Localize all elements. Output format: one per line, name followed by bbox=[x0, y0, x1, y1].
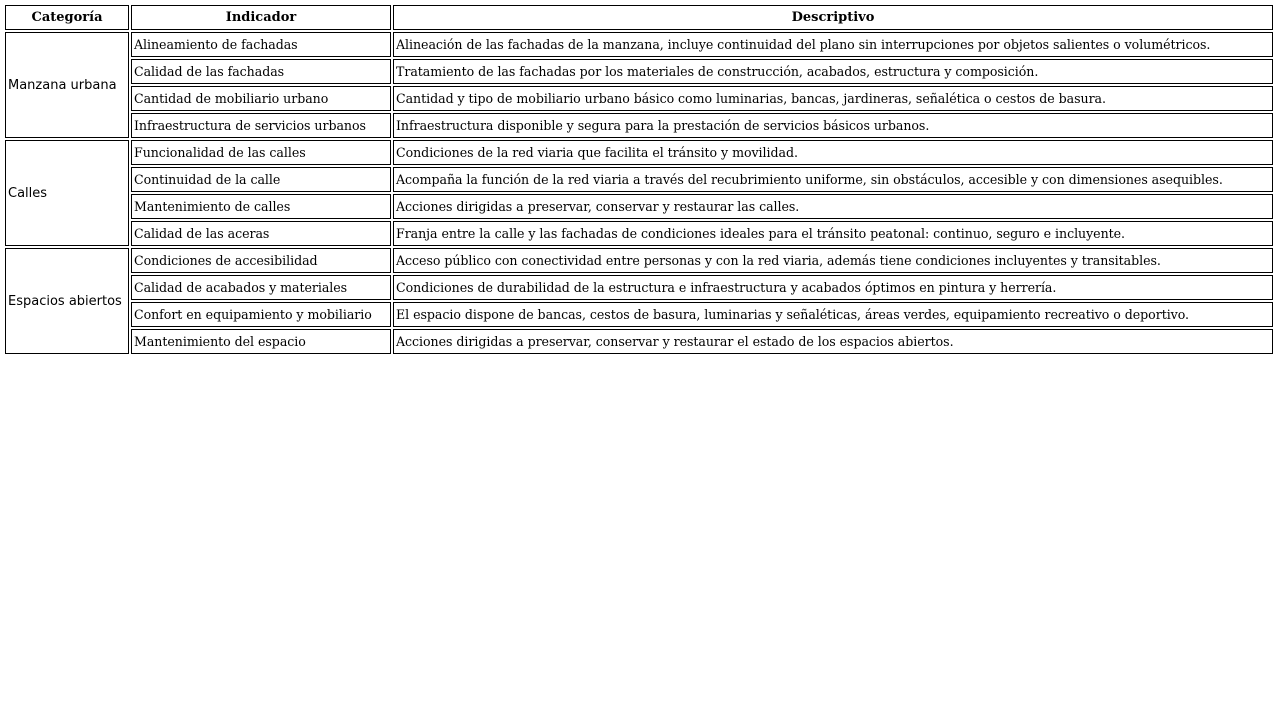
category-cell: Espacios abiertos bbox=[5, 248, 129, 354]
indicator-cell: Mantenimiento del espacio bbox=[131, 329, 391, 354]
description-cell: Tratamiento de las fachadas por los materiales de construcción, acabados, estructura y composición. bbox=[393, 59, 1273, 84]
description-cell: Acciones dirigidas a preservar, conservar y restaurar las calles. bbox=[393, 194, 1273, 219]
indicator-cell: Calidad de las aceras bbox=[131, 221, 391, 246]
description-cell: Condiciones de la red viaria que facilita el tránsito y movilidad. bbox=[393, 140, 1273, 165]
indicator-cell: Cantidad de mobiliario urbano bbox=[131, 86, 391, 111]
table-row bbox=[5, 275, 1273, 300]
indicator-cell: Alineamiento de fachadas bbox=[131, 32, 391, 57]
header-indicador: Indicador bbox=[131, 5, 391, 30]
indicator-cell: Condiciones de accesibilidad bbox=[131, 248, 391, 273]
table-row bbox=[5, 248, 1273, 273]
table-row bbox=[5, 194, 1273, 219]
indicator-cell: Calidad de acabados y materiales bbox=[131, 275, 391, 300]
description-cell: Franja entre la calle y las fachadas de condiciones ideales para el tránsito peatonal: continuo, seguro e incluyente. bbox=[393, 221, 1273, 246]
description-cell: Infraestructura disponible y segura para la prestación de servicios básicos urbanos. bbox=[393, 113, 1273, 138]
indicator-cell: Confort en equipamiento y mobiliario bbox=[131, 302, 391, 327]
description-cell: Condiciones de durabilidad de la estructura e infraestructura y acabados óptimos en pintura y herrería. bbox=[393, 275, 1273, 300]
indicator-cell: Continuidad de la calle bbox=[131, 167, 391, 192]
table-row bbox=[5, 167, 1273, 192]
description-cell: Alineación de las fachadas de la manzana, incluye continuidad del plano sin interrupciones por objetos salientes o volumétricos. bbox=[393, 32, 1273, 57]
indicator-cell: Mantenimiento de calles bbox=[131, 194, 391, 219]
description-cell: Acceso público con conectividad entre personas y con la red viaria, además tiene condiciones incluyentes y transitables. bbox=[393, 248, 1273, 273]
table-row bbox=[5, 140, 1273, 165]
header-categoria: Categoría bbox=[5, 5, 129, 30]
table-row bbox=[5, 302, 1273, 327]
table-row bbox=[5, 86, 1273, 111]
indicator-cell: Funcionalidad de las calles bbox=[131, 140, 391, 165]
description-cell: Acompaña la función de la red viaria a través del recubrimiento uniforme, sin obstáculos, accesible y con dimensiones asequibles. bbox=[393, 167, 1273, 192]
indicator-cell: Calidad de las fachadas bbox=[131, 59, 391, 84]
table-row bbox=[5, 59, 1273, 84]
table-row bbox=[5, 329, 1273, 354]
header-descriptivo: Descriptivo bbox=[393, 5, 1273, 30]
category-cell: Manzana urbana bbox=[5, 32, 129, 138]
indicator-cell: Infraestructura de servicios urbanos bbox=[131, 113, 391, 138]
description-cell: El espacio dispone de bancas, cestos de basura, luminarias y señaléticas, áreas verdes, equipamiento recreativo o deportivo. bbox=[393, 302, 1273, 327]
category-cell: Calles bbox=[5, 140, 129, 246]
header-row bbox=[5, 5, 1273, 30]
table-row bbox=[5, 221, 1273, 246]
table-row bbox=[5, 32, 1273, 57]
table-row bbox=[5, 113, 1273, 138]
description-cell: Cantidad y tipo de mobiliario urbano básico como luminarias, bancas, jardineras, señalética o cestos de basura. bbox=[393, 86, 1273, 111]
description-cell: Acciones dirigidas a preservar, conservar y restaurar el estado de los espacios abiertos. bbox=[393, 329, 1273, 354]
indicators-table bbox=[3, 3, 1275, 356]
